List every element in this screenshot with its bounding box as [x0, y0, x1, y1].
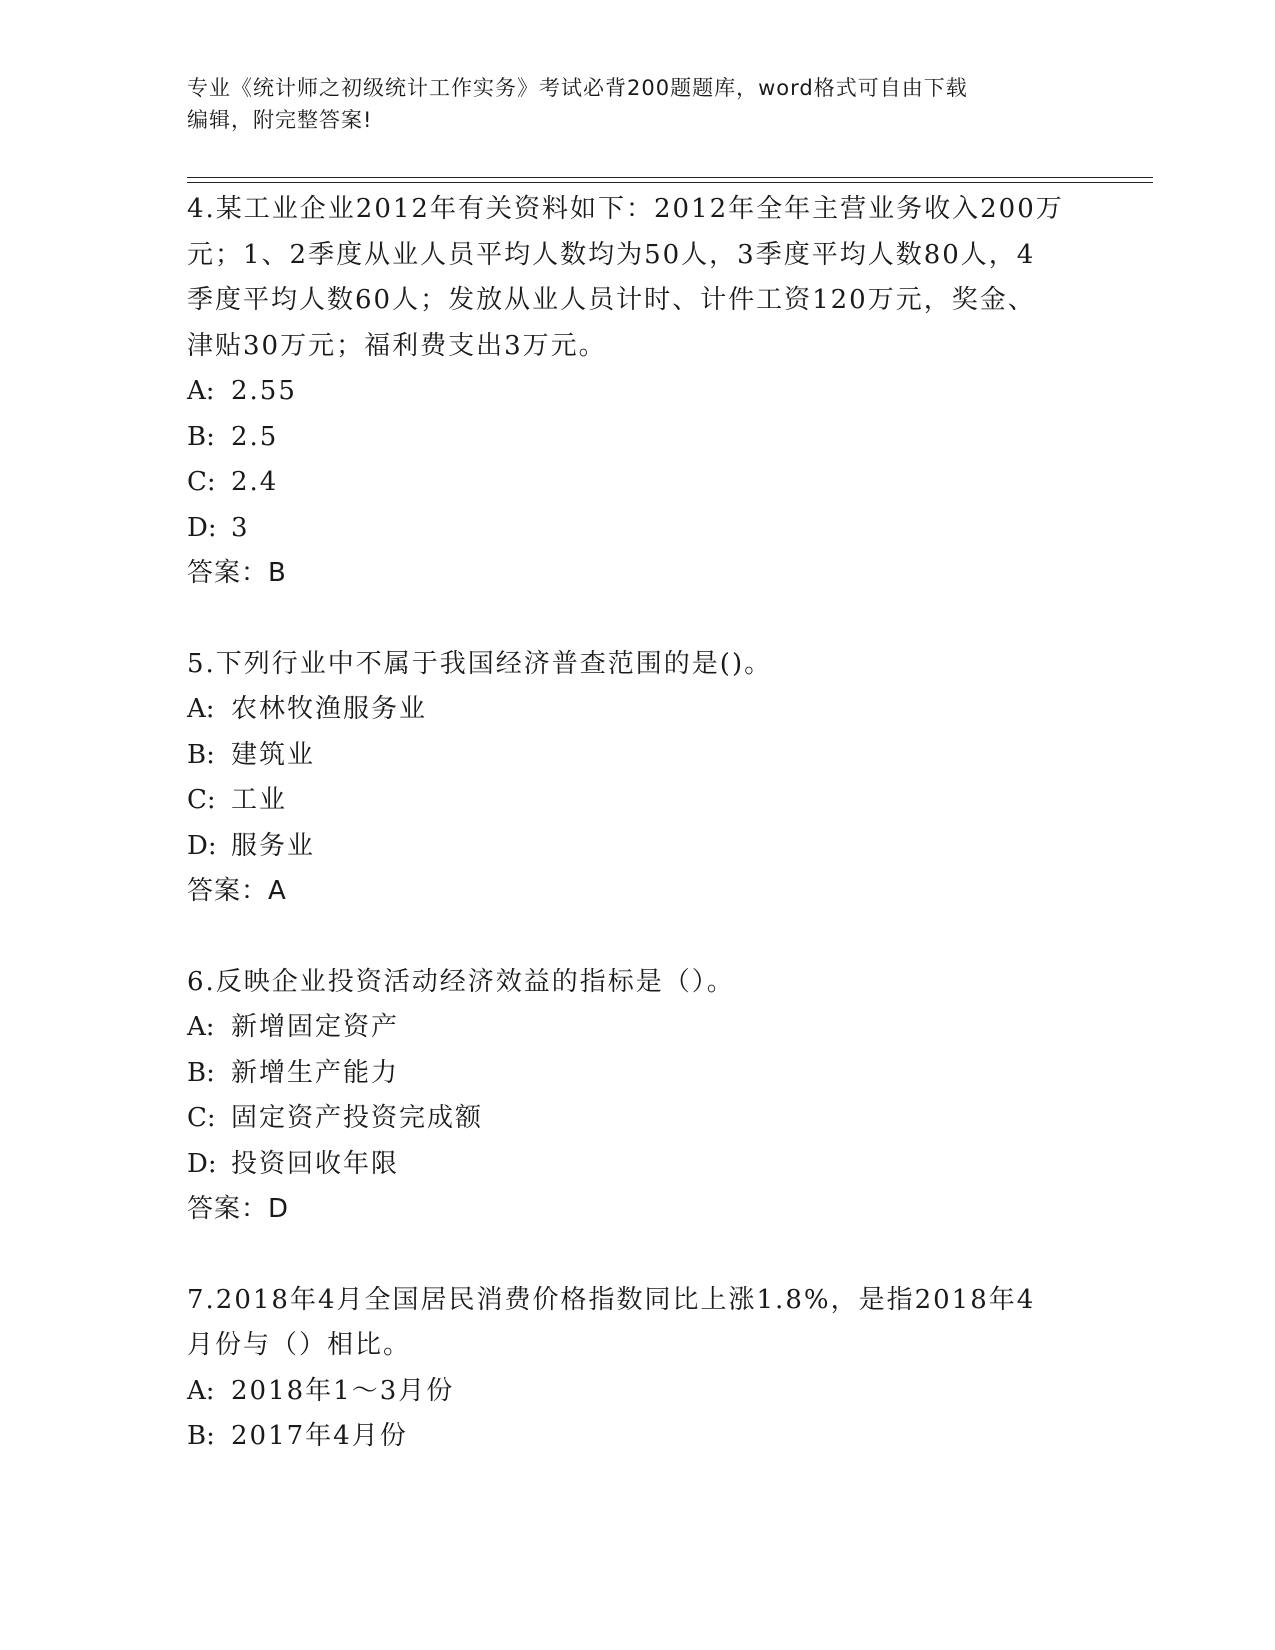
question-text: [187, 960, 1087, 1006]
answer-line: 答案：A: [187, 876, 287, 906]
option-letter: B:: [187, 1421, 215, 1451]
option-d: [187, 824, 1087, 870]
question-6: [187, 960, 1087, 1233]
option-letter: A:: [187, 1012, 215, 1042]
option-a: [187, 369, 1087, 415]
option-letter: D:: [187, 512, 217, 543]
option-text: 工业: [231, 785, 288, 815]
question-4: [187, 187, 1087, 597]
question-text: [187, 1278, 1087, 1369]
option-text: 2018年1～3月份: [231, 1375, 455, 1406]
option-letter: C:: [187, 785, 216, 815]
question-line: 6.反映企业投资活动经济效益的指标是（）。: [187, 966, 735, 997]
option-letter: C:: [187, 467, 216, 497]
option-text: 2.55: [231, 376, 297, 406]
option-text: 投资回收年限: [231, 1148, 400, 1179]
answer-line: 答案：D: [187, 1194, 290, 1224]
option-a: [187, 687, 1087, 733]
option-letter: A:: [187, 376, 215, 406]
option-b: [187, 733, 1087, 779]
option-text: 新增生产能力: [231, 1057, 400, 1088]
option-letter: B:: [187, 421, 215, 452]
question-5: [187, 642, 1087, 915]
option-text: 固定资产投资完成额: [231, 1103, 484, 1133]
option-letter: D:: [187, 1148, 217, 1179]
header-line-2: 编辑，附完整答案!: [187, 108, 373, 132]
option-d: [187, 506, 1087, 552]
question-line: 元；1、2季度从业人员平均人数均为50人，3季度平均人数80人，4: [187, 239, 1036, 270]
option-text: 服务业: [231, 830, 316, 861]
option-text: 2.5: [231, 421, 279, 452]
header-line-1: 专业《统计师之初级统计工作实务》考试必背200题题库，word格式可自由下载: [187, 76, 968, 100]
option-d: [187, 1142, 1087, 1188]
option-letter: D:: [187, 830, 217, 861]
option-b: [187, 1051, 1087, 1097]
option-text: 3: [231, 512, 250, 543]
option-letter: A:: [187, 1375, 215, 1406]
option-text: 新增固定资产: [231, 1012, 400, 1042]
option-c: [187, 460, 1087, 506]
question-line: 5.下列行业中不属于我国经济普查范围的是()。: [187, 648, 773, 679]
option-a: [187, 1005, 1087, 1051]
question-line: 津贴30万元；福利费支出3万元。: [187, 330, 607, 361]
question-text: [187, 187, 1087, 369]
question-spacer: [187, 915, 1087, 960]
header-divider-bottom: [187, 182, 1153, 183]
option-letter: C:: [187, 1103, 216, 1133]
question-spacer: [187, 1233, 1087, 1278]
option-letter: B:: [187, 739, 215, 770]
question-line: 4.某工业企业2012年有关资料如下：2012年全年主营业务收入200万: [187, 194, 1064, 224]
option-b: [187, 1414, 1087, 1460]
question-line: 7.2018年4月全国居民消费价格指数同比上涨1.8%，是指2018年4: [187, 1284, 1036, 1315]
question-spacer: [187, 597, 1087, 642]
option-text: 2017年4月份: [231, 1421, 408, 1451]
option-text: 农林牧渔服务业: [231, 694, 428, 724]
option-text: 建筑业: [231, 739, 316, 770]
document-header: [187, 72, 1087, 136]
option-letter: A:: [187, 694, 215, 724]
option-c: [187, 1096, 1087, 1142]
question-list: [187, 187, 1087, 1460]
header-divider-top: [187, 177, 1153, 178]
option-c: [187, 778, 1087, 824]
question-text: [187, 642, 1087, 688]
question-7: [187, 1278, 1087, 1460]
option-b: [187, 415, 1087, 461]
question-line: 月份与（）相比。: [187, 1330, 412, 1360]
question-line: 季度平均人数60人；发放从业人员计时、计件工资120万元，奖金、: [187, 285, 1036, 315]
option-letter: B:: [187, 1057, 215, 1088]
answer-line: 答案：B: [187, 558, 287, 588]
option-text: 2.4: [231, 467, 279, 497]
option-a: [187, 1369, 1087, 1415]
